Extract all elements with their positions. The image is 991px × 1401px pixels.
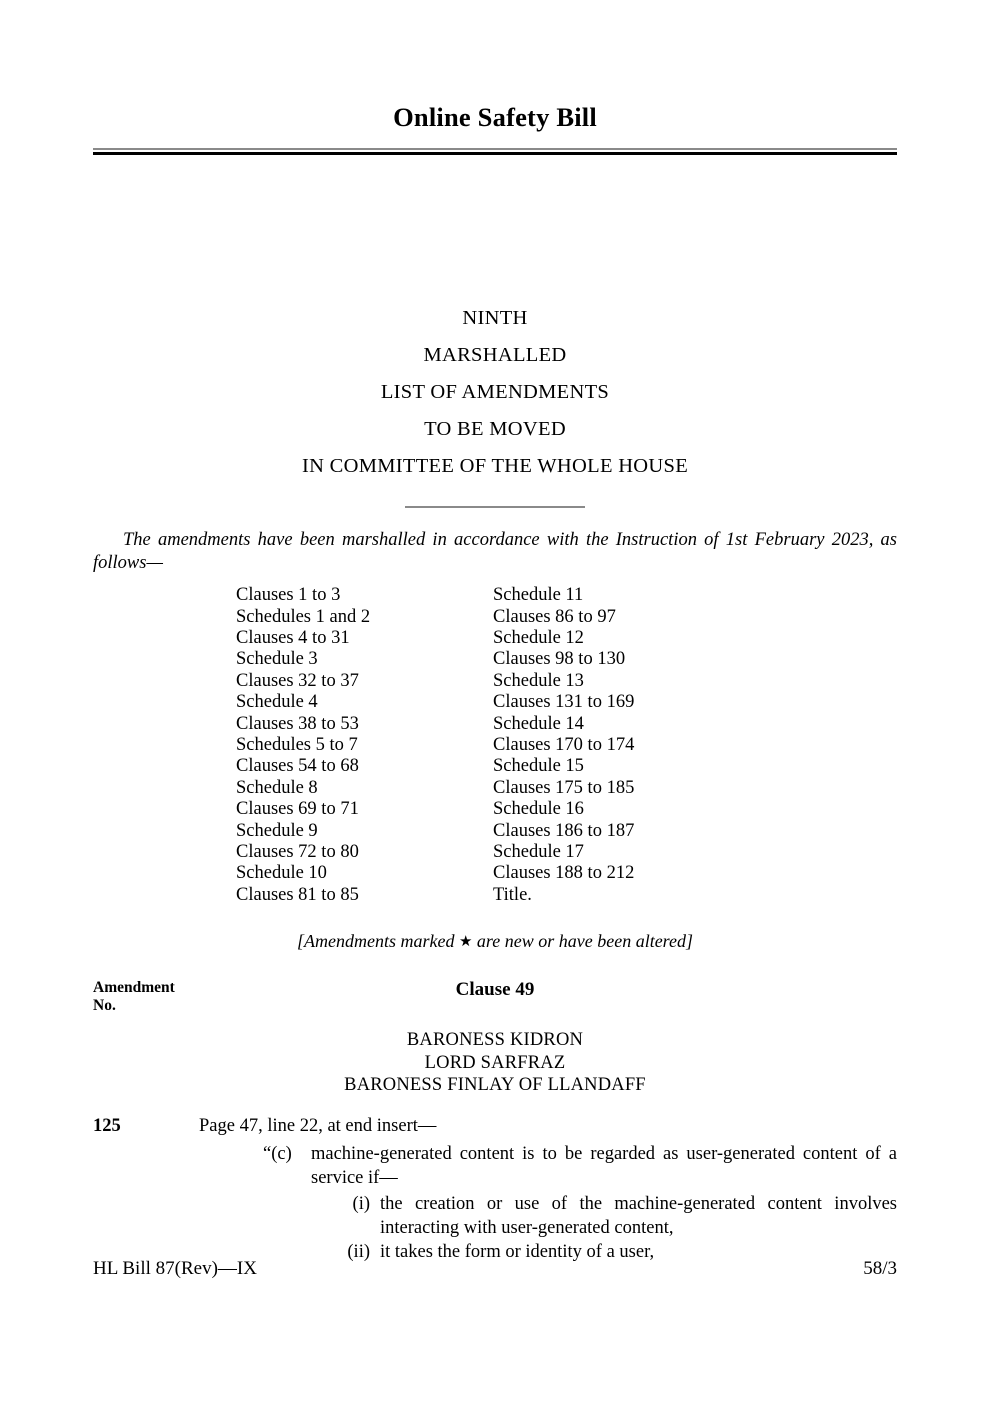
list-item: Schedule 16 xyxy=(493,799,584,820)
amendment-no-label-line2: No. xyxy=(93,997,116,1015)
heading-line-marshalled: MARSHALLED xyxy=(423,344,567,367)
list-item: Schedule 15 xyxy=(493,756,584,777)
clause-list-right-column xyxy=(493,585,634,906)
heading-line-in-committee: IN COMMITTEE OF THE WHOLE HOUSE xyxy=(301,455,689,478)
clause-heading: Clause 49 xyxy=(455,979,535,1001)
clause-list-left-column xyxy=(236,585,370,906)
list-item: Schedule 11 xyxy=(493,585,584,606)
masthead-rule xyxy=(93,148,897,155)
masthead-rule-thin xyxy=(93,148,897,150)
list-item: Clauses 81 to 85 xyxy=(236,884,359,905)
list-item: Clauses 38 to 53 xyxy=(236,713,359,734)
list-item: Title. xyxy=(493,884,532,905)
masthead xyxy=(93,0,897,155)
sponsor-name: BARONESS KIDRON xyxy=(406,1030,584,1051)
list-item: Clauses 98 to 130 xyxy=(493,649,626,670)
amendment-paragraph-c xyxy=(263,1142,897,1190)
amendment-subitems xyxy=(330,1192,897,1264)
list-item: Clauses 69 to 71 xyxy=(236,799,359,820)
paragraph-marker: “(c) xyxy=(263,1143,292,1164)
list-item: Schedule 14 xyxy=(493,713,584,734)
heading-divider-rule xyxy=(405,506,585,508)
list-item: Clauses 4 to 31 xyxy=(236,627,350,648)
subitem-text: the creation or use of the machine-generated content involves interacting with user-generated content, xyxy=(380,1193,897,1238)
subitem-marker: (ii) xyxy=(347,1241,370,1262)
list-item: Schedule 3 xyxy=(236,649,318,670)
page-title: Online Safety Bill xyxy=(393,102,597,132)
subitem-text: it takes the form or identity of a user, xyxy=(380,1241,655,1262)
amendment-no-label-line1: Amendment xyxy=(93,979,175,997)
heading-line-ninth: NINTH xyxy=(462,307,528,330)
masthead-rule-thick xyxy=(93,152,897,155)
sponsor-name: BARONESS FINLAY OF LLANDAFF xyxy=(344,1075,646,1096)
list-item: Clauses 170 to 174 xyxy=(493,734,635,755)
list-item: Clauses 54 to 68 xyxy=(236,756,359,777)
list-item: Schedule 10 xyxy=(236,863,327,884)
marshalled-list-heading xyxy=(93,300,897,508)
list-item: Schedule 17 xyxy=(493,842,584,863)
list-item: Clauses 188 to 212 xyxy=(493,863,635,884)
list-item: Clauses 175 to 185 xyxy=(493,777,635,798)
list-item: Schedules 5 to 7 xyxy=(236,734,358,755)
list-item: Schedule 4 xyxy=(236,692,318,713)
amendment-no-column-label xyxy=(93,979,213,1015)
list-item: Schedule 9 xyxy=(236,820,318,841)
list-item: Schedule 8 xyxy=(236,777,318,798)
paragraph-text: machine-generated content is to be regarded as user-generated content of a service if— xyxy=(311,1143,897,1188)
list-item: Schedules 1 and 2 xyxy=(236,606,371,627)
document-page xyxy=(93,0,897,1401)
list-item: Clauses 186 to 187 xyxy=(493,820,635,841)
amendment-lead-in: Page 47, line 22, at end insert— xyxy=(199,1115,437,1136)
sponsor-name: LORD SARFRAZ xyxy=(424,1052,566,1073)
list-item: Clauses 72 to 80 xyxy=(236,842,359,863)
sponsor-list xyxy=(93,1029,897,1097)
star-note xyxy=(93,931,897,952)
list-item: Clauses 131 to 169 xyxy=(493,692,635,713)
heading-line-to-be-moved: TO BE MOVED xyxy=(424,418,566,441)
star-note-prefix: [Amendments marked xyxy=(296,931,459,952)
list-item: Schedule 13 xyxy=(493,670,584,691)
star-note-suffix: are new or have been altered] xyxy=(472,931,694,952)
list-item: Clauses 32 to 37 xyxy=(236,670,359,691)
list-item: Schedule 12 xyxy=(493,627,584,648)
heading-line-list-of-amendments: LIST OF AMENDMENTS xyxy=(380,381,610,404)
page-number: 58/3 xyxy=(863,1258,897,1279)
amendment-header-row xyxy=(93,979,897,1023)
bill-reference: HL Bill 87(Rev)—IX xyxy=(93,1258,257,1279)
instruction-paragraph: The amendments have been marshalled in accordance with the Instruction of 1st February 2023, as follows— xyxy=(93,530,897,574)
page-footer xyxy=(93,1258,897,1280)
subitem-marker: (i) xyxy=(352,1193,370,1214)
subitem-i xyxy=(330,1192,897,1240)
list-item: Clauses 86 to 97 xyxy=(493,606,616,627)
star-icon: ★ xyxy=(458,934,473,951)
amendment-number: 125 xyxy=(93,1115,121,1136)
clause-schedule-list xyxy=(93,585,897,907)
amendment-entry xyxy=(93,1114,897,1264)
list-item: Clauses 1 to 3 xyxy=(236,585,341,606)
